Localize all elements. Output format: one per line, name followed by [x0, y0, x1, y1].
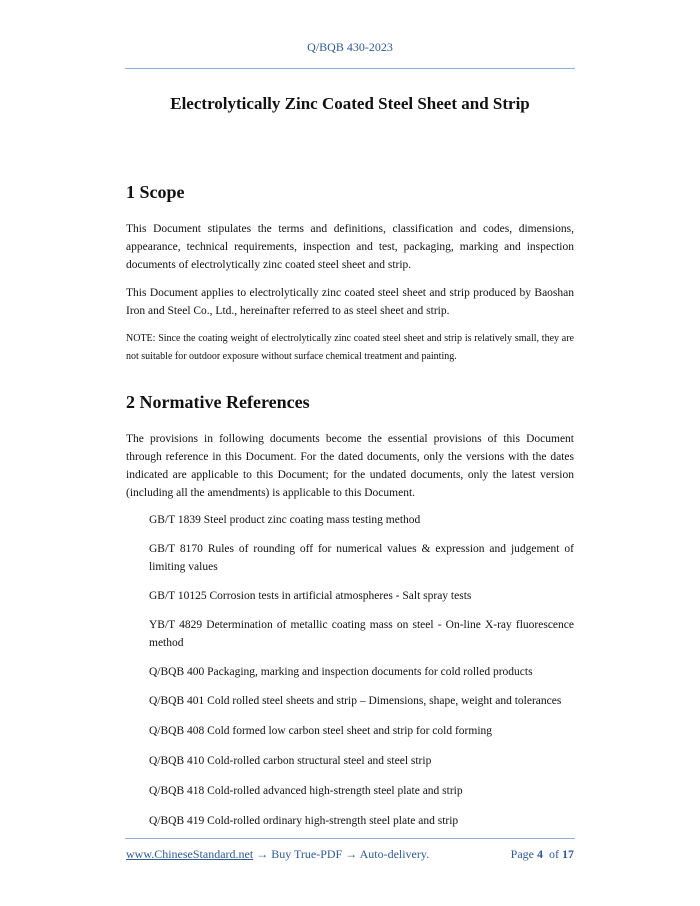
header-divider — [125, 68, 575, 69]
footer-promo-text: → Buy True-PDF → Auto-delivery. — [253, 847, 430, 861]
section-heading-normative-references: 2 Normative References — [126, 392, 310, 412]
reference-item: Q/BQB 401 Cold rolled steel sheets and strip – Dimensions, shape, weight and tolerances — [149, 695, 562, 707]
reference-item: Q/BQB 419 Cold-rolled ordinary high-strength steel plate and strip — [149, 815, 459, 827]
of-label: of — [549, 847, 559, 861]
reference-item: Q/BQB 410 Cold-rolled carbon structural steel and steel strip — [149, 755, 432, 767]
reference-item: YB/T 4829 Determination of metallic coating mass on steel - On-line X-ray fluorescence method — [149, 619, 574, 649]
footer-promo — [126, 847, 429, 862]
scope-paragraph-1: This Document stipulates the terms and definitions, classification and codes, dimensions, appearance, technical requirements, inspection and test, packaging, marking and inspection documents of electrolytically zinc coated steel sheet and strip. — [126, 223, 574, 271]
document-title: Electrolytically Zinc Coated Steel Sheet and Strip — [170, 94, 530, 113]
scope-paragraph-2: This Document applies to electrolytically zinc coated steel sheet and strip produced by Baoshan Iron and Steel Co., Ltd., hereinafter referred to as steel sheet and strip. — [126, 287, 574, 317]
page-label: Page — [510, 847, 534, 861]
page-indicator — [511, 847, 574, 862]
reference-item: Q/BQB 408 Cold formed low carbon steel sheet and strip for cold forming — [149, 725, 493, 737]
header-doc-id: Q/BQB 430-2023 — [307, 40, 393, 54]
reference-item: GB/T 10125 Corrosion tests in artificial atmospheres - Salt spray tests — [149, 590, 472, 602]
footer — [126, 847, 574, 862]
scope-note: NOTE: Since the coating weight of electrolytically zinc coated steel sheet and strip is relatively small, they are not suitable for outdoor exposure without surface chemical treatment and painting. — [126, 333, 574, 362]
reference-item: GB/T 1839 Steel product zinc coating mass testing method — [149, 514, 421, 526]
reference-item: Q/BQB 400 Packaging, marking and inspection documents for cold rolled products — [149, 666, 533, 678]
page-total: 17 — [562, 847, 574, 861]
reference-item: Q/BQB 418 Cold-rolled advanced high-strength steel plate and strip — [149, 785, 463, 797]
reference-item: GB/T 8170 Rules of rounding off for numerical values & expression and judgement of limiting values — [149, 543, 574, 573]
footer-divider — [125, 838, 575, 839]
normative-paragraph: The provisions in following documents become the essential provisions of this Document through reference in this Document. For the dated documents, only the versions with the dates indicated are applicable to this Document; for the undated documents, only the latest version (including all the amendments) is applicable to this Document. — [126, 433, 574, 499]
section-heading-scope: 1 Scope — [126, 182, 185, 202]
chinesestandard-link[interactable]: www.ChineseStandard.net — [126, 847, 254, 861]
page-number: 4 — [537, 847, 543, 861]
